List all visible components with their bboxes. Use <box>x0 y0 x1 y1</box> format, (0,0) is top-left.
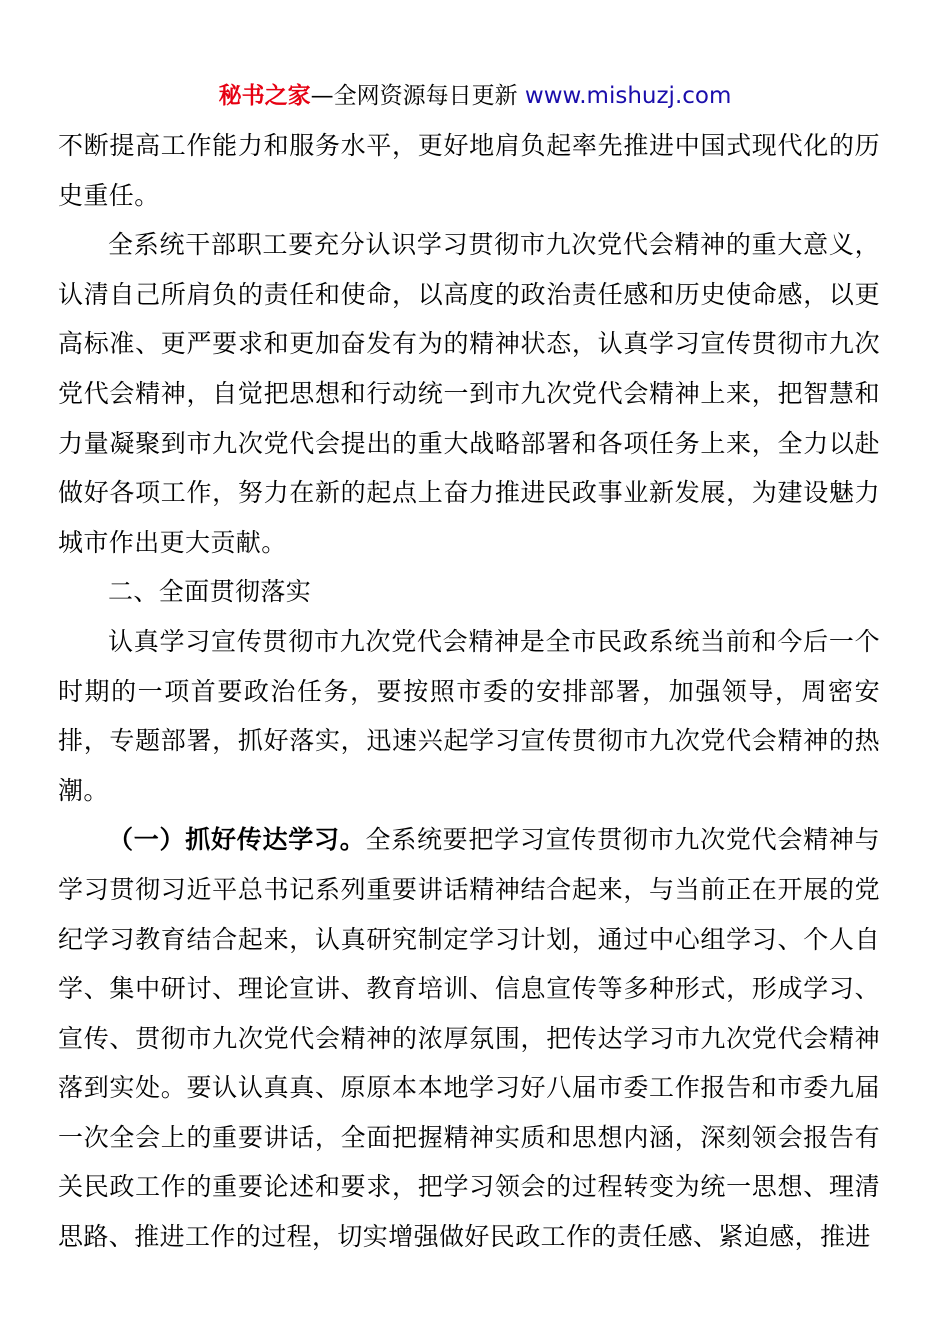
subheading-inline: （一）抓好传达学习。 <box>108 825 366 855</box>
site-url-link[interactable]: www.mishuzj.com <box>524 83 732 109</box>
site-tagline: —全网资源每日更新 <box>310 83 525 109</box>
paragraph: 认真学习宣传贯彻市九次党代会精神是全市民政系统当前和今后一个时期的一项首要政治任务，要按照市委的安排部署，加强领导，周密安排，专题部署，抓好落实，迅速兴起学习宣传贯彻市九次党代会精神的热潮。 <box>58 626 880 805</box>
document-body <box>58 121 880 1262</box>
paragraph-text: 全系统要把学习宣传贯彻市九次党代会精神与学习贯彻习近平总书记系列重要讲话精神结合起来，与当前正在开展的党纪学习教育结合起来，认真研究制定学习计划，通过中心组学习、个人自学、集中研讨、理论宣讲、教育培训、信息宣传等多种形式，形成学习、宣传、贯彻市九次党代会精神的浓厚氛围，把传达学习市九次党代会精神落到实处。要认认真真、原原本本地学习好八届市委工作报告和市委九届一次全会上的重要讲话，全面把握精神实质和思想内涵，深刻领会报告有关民政工作的重要论述和要求，把学习领会的过程转变为统一思想、理清思路、推进工作的过程，切实增强做好民政工作的责任感、紧迫感，推进 <box>58 825 880 1252</box>
paragraph-with-subheading <box>58 815 880 1261</box>
paragraph: 全系统干部职工要充分认识学习贯彻市九次党代会精神的重大意义，认清自己所肩负的责任和使命，以高度的政治责任感和历史使命感，以更高标准、更严要求和更加奋发有为的精神状态，认真学习宣传贯彻市九次党代会精神，自觉把思想和行动统一到市九次党代会精神上来，把智慧和力量凝聚到市九次党代会提出的重大战略部署和各项任务上来，全力以赴做好各项工作，努力在新的起点上奋力推进民政事业新发展，为建设魅力城市作出更大贡献。 <box>58 230 880 557</box>
paragraph-continuation: 不断提高工作能力和服务水平，更好地肩负起率先推进中国式现代化的历史重任。 <box>58 131 880 210</box>
section-heading: 二、全面贯彻落实 <box>108 577 312 607</box>
site-brand: 秘书之家 <box>218 83 311 109</box>
site-header <box>0 80 950 112</box>
